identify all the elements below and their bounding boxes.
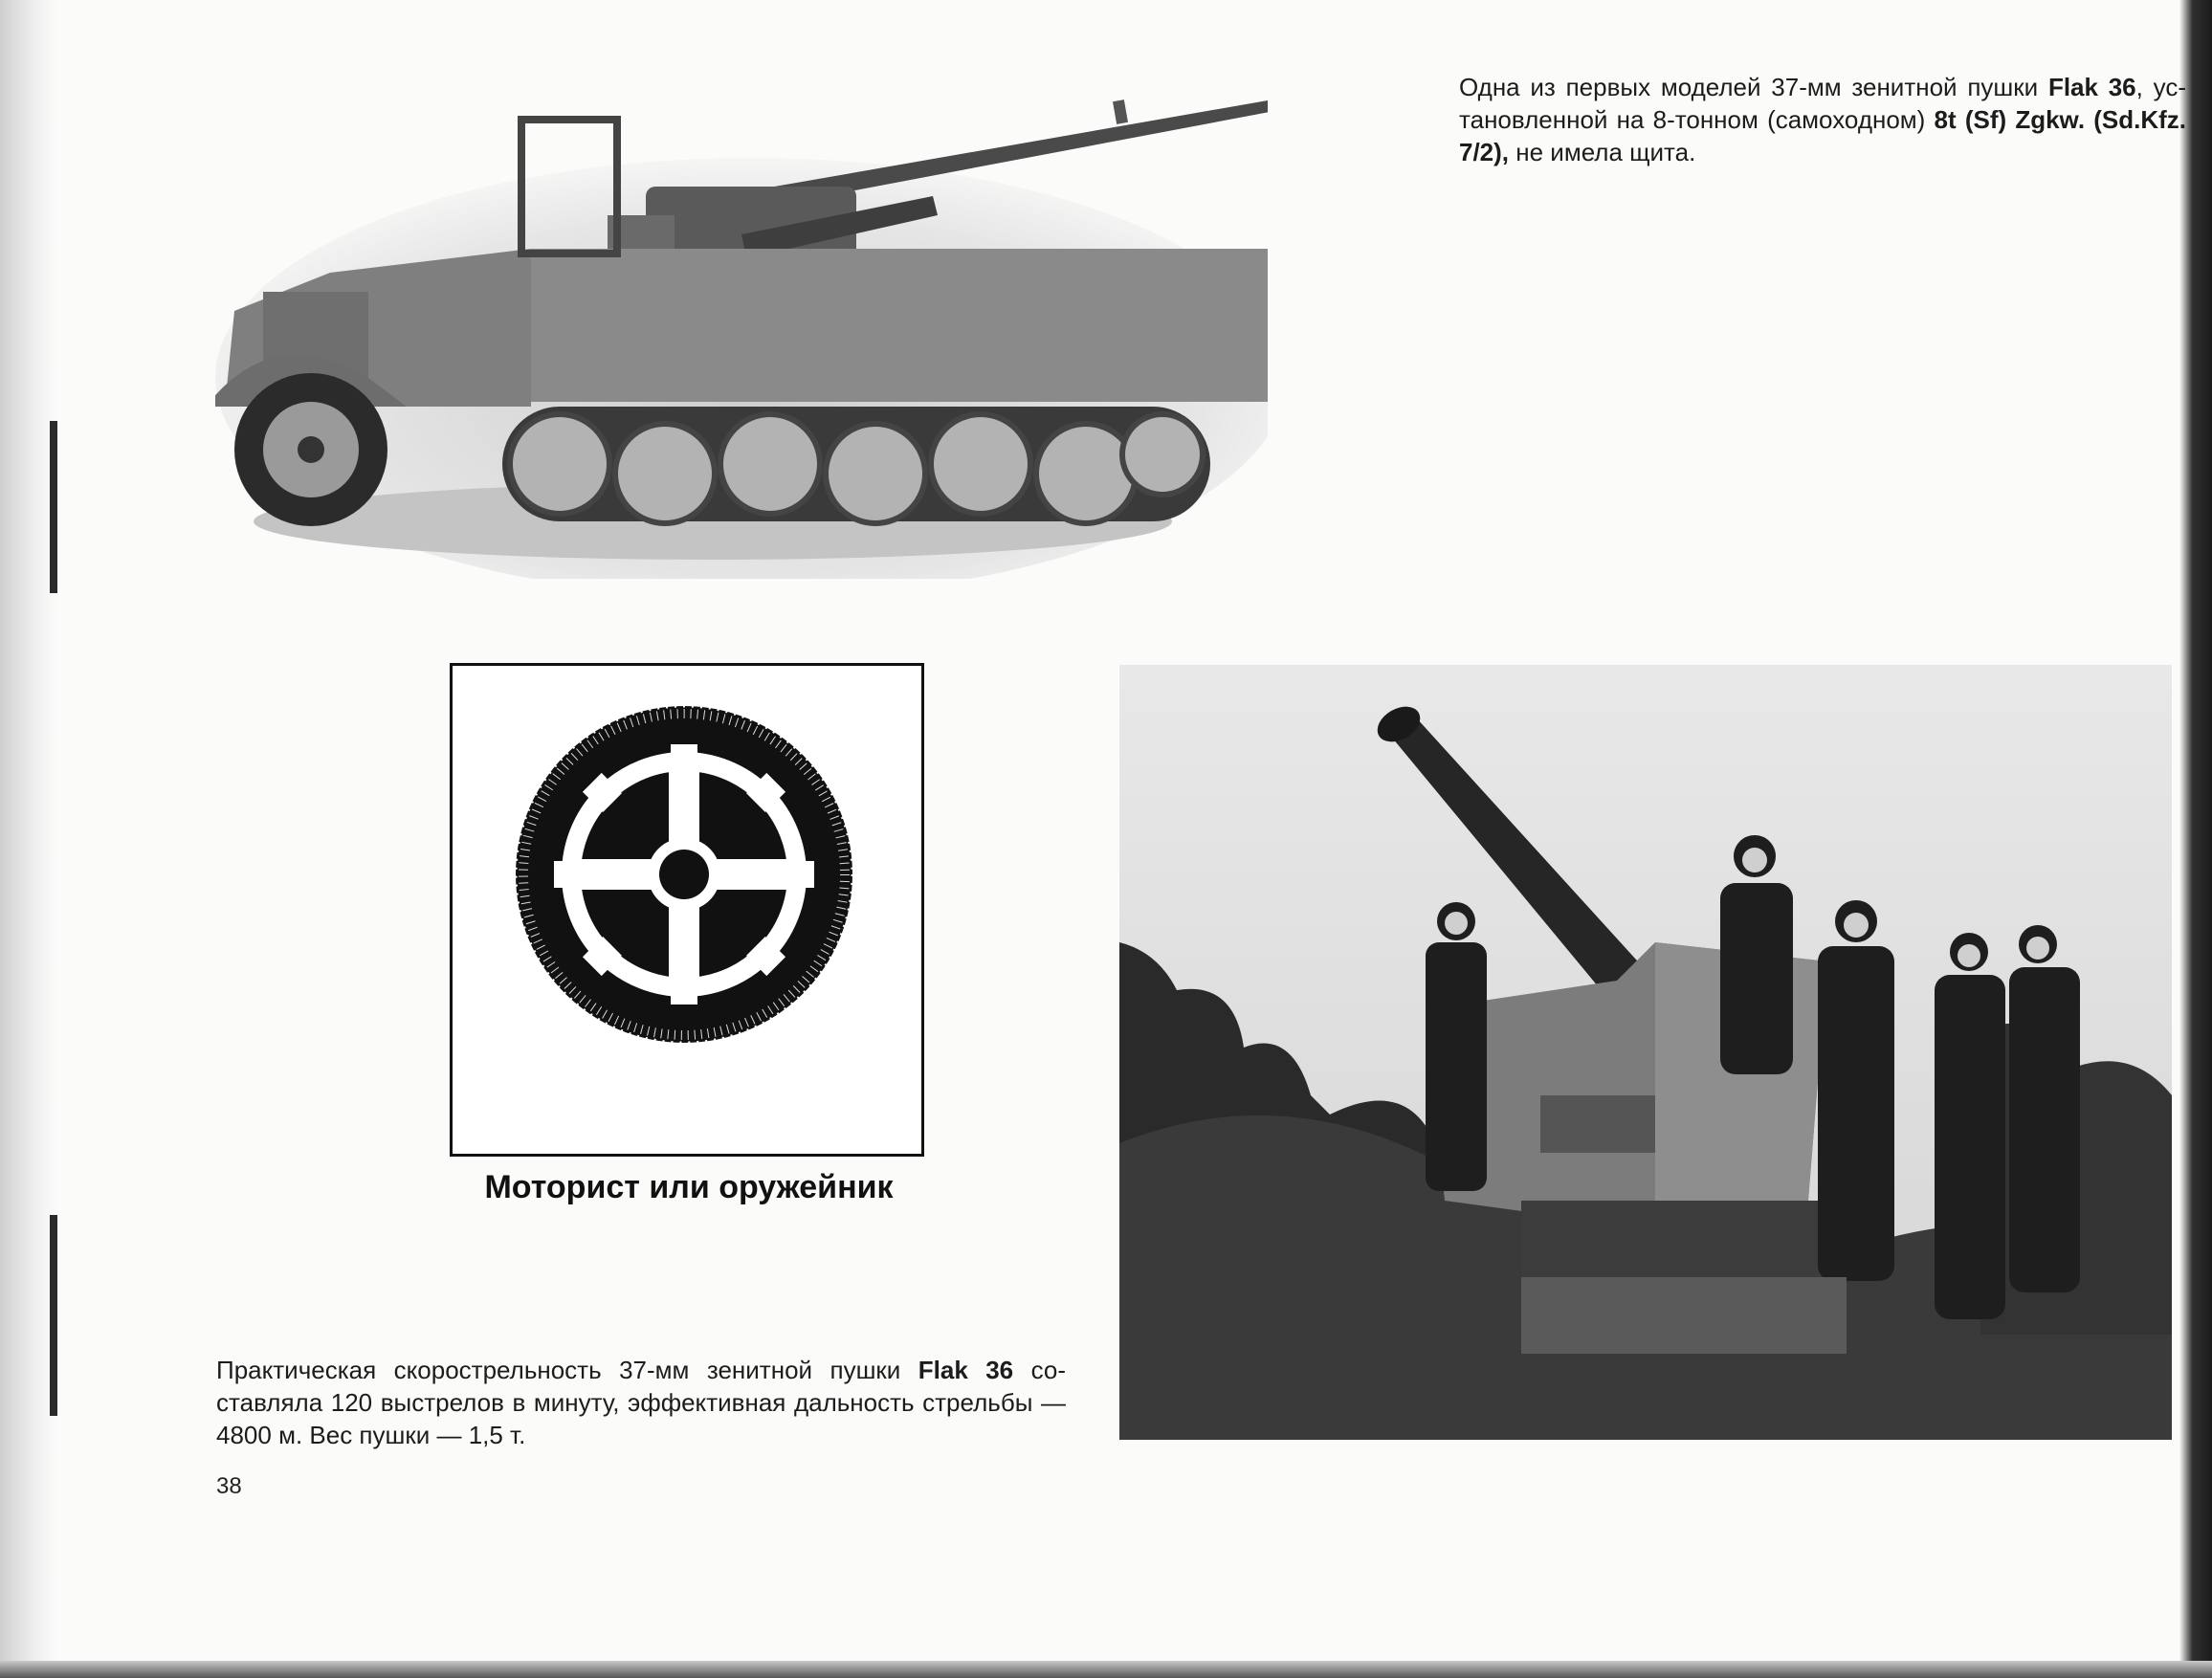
top-caption bbox=[1459, 71, 2186, 168]
bottom-caption-bold: Flak 36 bbox=[918, 1356, 1014, 1384]
bottom-caption-part: Практическая скорострельность 37-мм зенитной пушки bbox=[216, 1356, 918, 1384]
insignia-frame bbox=[450, 663, 924, 1157]
bottom-caption bbox=[216, 1354, 1066, 1451]
halftrack-flak36-photo bbox=[215, 91, 1268, 579]
page-right-edge bbox=[2179, 0, 2212, 1678]
book-spine-shadow bbox=[0, 0, 57, 1678]
top-caption-part: Одна из первых моделей 37-мм зенитной пушки bbox=[1459, 73, 2048, 101]
top-caption-bold: 8t (Sf) Zgkw. (Sd.Kfz. 7/2), bbox=[1459, 105, 2186, 166]
page-number: 38 bbox=[216, 1473, 242, 1499]
top-caption-part: не имела щита. bbox=[1509, 138, 1696, 166]
page-bottom-edge bbox=[0, 1661, 2212, 1678]
insignia-title: Моторист или оружейник bbox=[484, 1169, 894, 1205]
flak36-crew-photo bbox=[1119, 665, 2172, 1440]
top-caption-bold: Flak 36 bbox=[2047, 73, 2136, 101]
bottom-caption-part: со-ставляла 120 выстрелов в минуту, эффективная дальность стрельбы — 4800 м. Вес пушки — 1,5 т. bbox=[216, 1356, 1067, 1449]
top-caption-part: , ус-тановленной на 8-тонном (самоходном) bbox=[1459, 73, 2186, 134]
cog-wheel-insignia-icon bbox=[453, 666, 921, 1154]
